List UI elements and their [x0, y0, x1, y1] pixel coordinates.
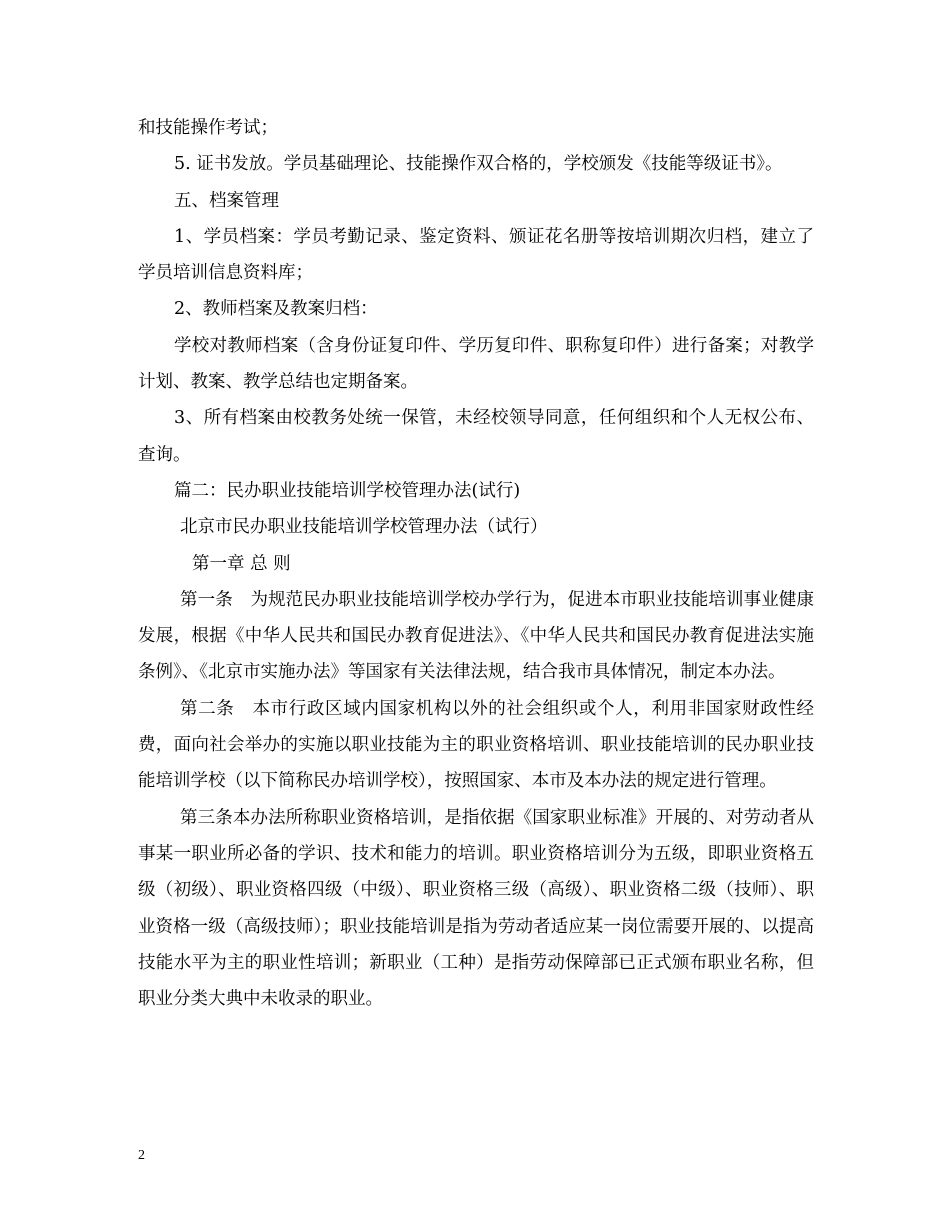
document-body	[138, 110, 814, 1017]
paragraph-teacher-archives-heading: 2、教师档案及教案归档：	[174, 299, 378, 320]
chapter-heading-general-provisions: 第一章 总 则	[192, 553, 291, 574]
article-three: 第三条本办法所称职业资格培训，是指依据《国家职业标准》开展的、对劳动者从事某一职业所必备的学识、技术和能力的培训。职业资格培训分为五级，即职业资格五级（初级）、职业资格四级（中级）、职业资格三级（高级）、职业资格二级（技师）、职业资格一级（高级技师）；职业技能培训是指为劳动者适应某一岗位需要开展的、以提高技能水平为主的职业性培训；新职业（工种）是指劳动保障部已正式颁布职业名称，但职业分类大典中未收录的职业。	[138, 807, 814, 1010]
paragraph-archive-custody: 3、所有档案由校教务处统一保管，未经校领导同意，任何组织和个人无权公布、查询。	[138, 408, 814, 465]
article-two: 第二条 本市行政区域内国家机构以外的社会组织或个人，利用非国家财政性经费，面向社会举办的实施以职业技能为主的职业资格培训、职业技能培训的民办职业技能培训学校（以下简称民办培训学校），按照国家、本市及本办法的规定进行管理。	[138, 698, 814, 792]
paragraph-teacher-archives: 学校对教师档案（含身份证复印件、学历复印件、职称复印件）进行备案；对教学计划、教案、教学总结也定期备案。	[138, 335, 814, 393]
article-heading-part-two: 篇二：民办职业技能培训学校管理办法(试行)	[174, 480, 521, 501]
page-number: 2	[138, 1148, 145, 1163]
document-title-beijing-regulation: 北京市民办职业技能培训学校管理办法（试行）	[180, 517, 548, 538]
section-heading-archive-management: 五、档案管理	[174, 190, 279, 211]
paragraph-certificate-issuance: 5. 证书发放。学员基础理论、技能操作双合格的，学校颁发《技能等级证书》。	[174, 154, 783, 175]
paragraph-student-archives: 1、学员档案：学员考勤记录、鉴定资料、颁证花名册等按培训期次归档，建立了学员培训信息资料库；	[138, 226, 814, 284]
paragraph-exam-continuation: 和技能操作考试；	[138, 118, 278, 138]
article-one: 第一条 为规范民办职业技能培训学校办学行为，促进本市职业技能培训事业健康发展，根据《中华人民共和国民办教育促进法》、《中华人民共和国民办教育促进法实施条例》、《北京市实施办法》等国家有关法律法规，结合我市具体情况，制定本办法。	[138, 589, 814, 683]
